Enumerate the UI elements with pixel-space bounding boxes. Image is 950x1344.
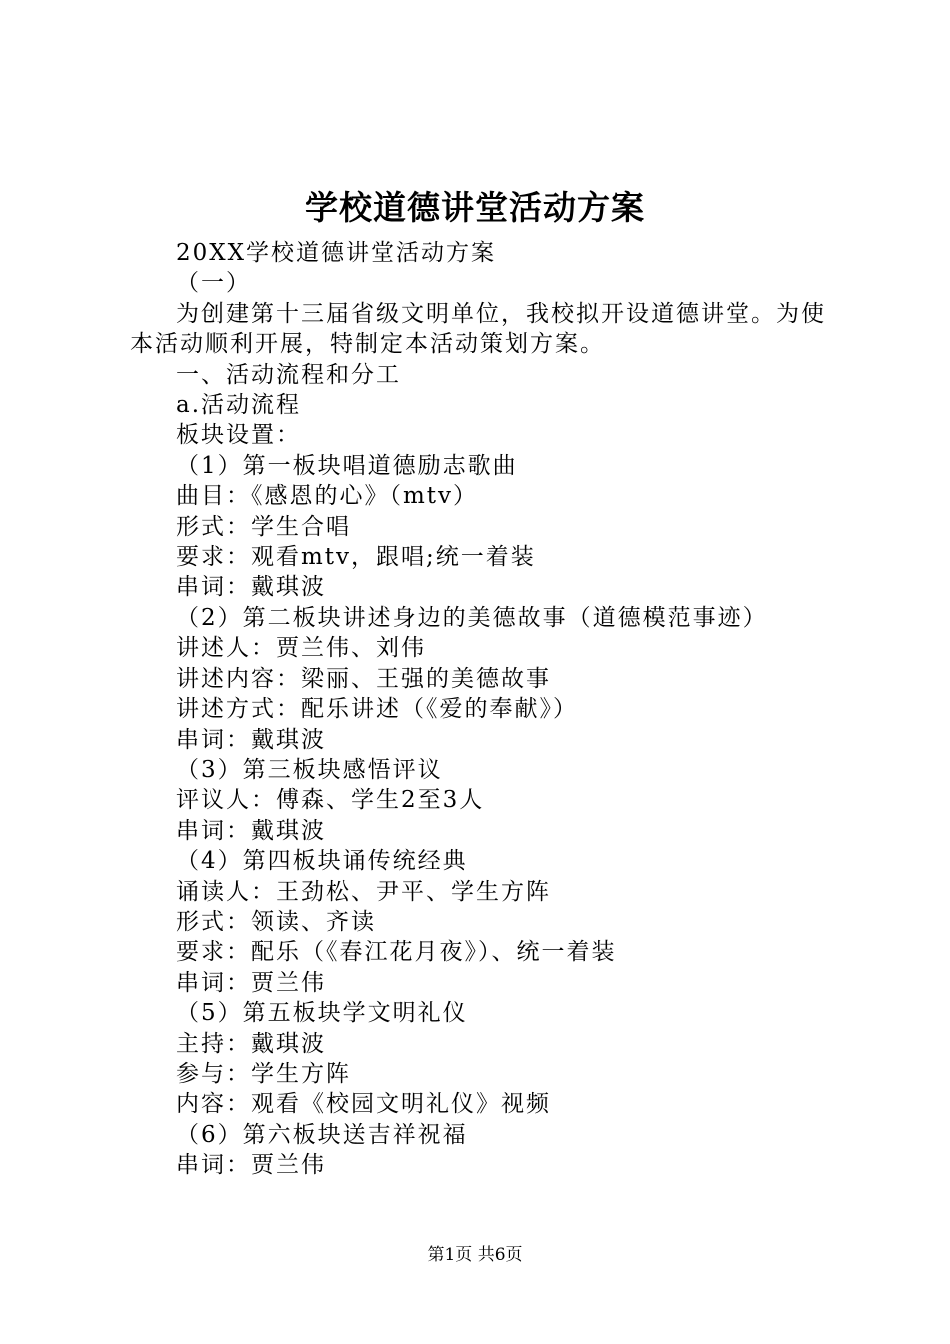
text-line: 诵读人：王劲松、尹平、学生方阵	[176, 878, 551, 905]
text-line: （4）第四板块诵传统经典	[176, 848, 468, 875]
text-line: 串词：贾兰伟	[176, 969, 326, 996]
text-line: 参与：学生方阵	[176, 1060, 351, 1087]
text-line: 讲述方式：配乐讲述（《爱的奉献》）	[176, 696, 578, 723]
text-line: 串词：戴琪波	[176, 817, 326, 844]
document-body	[130, 238, 830, 1181]
text-line: （6）第六板块送吉祥祝福	[176, 1121, 468, 1148]
text-line: 讲述人：贾兰伟、刘伟	[176, 635, 426, 662]
text-line: 主持：戴琪波	[176, 1030, 326, 1057]
text-line: （3）第三板块感悟评议	[176, 756, 443, 783]
text-line: 串词：戴琪波	[176, 574, 326, 601]
text-line: 要求：观看mtv，跟唱;统一着装	[176, 544, 536, 571]
text-line: 一、活动流程和分工	[176, 361, 401, 388]
document-title: 学校道德讲堂活动方案	[305, 188, 645, 227]
text-line: 讲述内容：梁丽、王强的美德故事	[176, 665, 551, 692]
text-line: 评议人：傅森、学生2至3人	[176, 787, 485, 814]
text-line: （1）第一板块唱道德励志歌曲	[176, 452, 518, 479]
text-line: （5）第五板块学文明礼仪	[176, 1000, 468, 1027]
text-line: 内容：观看《校园文明礼仪》视频	[176, 1091, 551, 1118]
text-line: 要求：配乐（《春江花月夜》）、统一着装	[176, 939, 617, 966]
text-line: （2）第二板块讲述身边的美德故事（道德模范事迹）	[176, 604, 768, 631]
text-line: 形式：领读、齐读	[176, 908, 376, 935]
section-marker: （一）	[176, 270, 251, 297]
text-line: 串词：戴琪波	[176, 726, 326, 753]
intro-paragraph: 为创建第十三届省级文明单位，我校拟开设道德讲堂。为使本活动顺利开展，特制定本活动策划方案。	[130, 300, 826, 358]
text-line: 串词：贾兰伟	[176, 1152, 326, 1179]
text-line: 形式：学生合唱	[176, 513, 351, 540]
subtitle-line: 20XX学校道德讲堂活动方案	[176, 240, 497, 266]
text-line: 板块设置：	[176, 422, 301, 449]
text-line: 曲目：《感恩的心》（mtv）	[176, 483, 479, 510]
page-footer: 第1页 共6页	[427, 1245, 523, 1265]
text-line: a.活动流程	[176, 392, 302, 419]
